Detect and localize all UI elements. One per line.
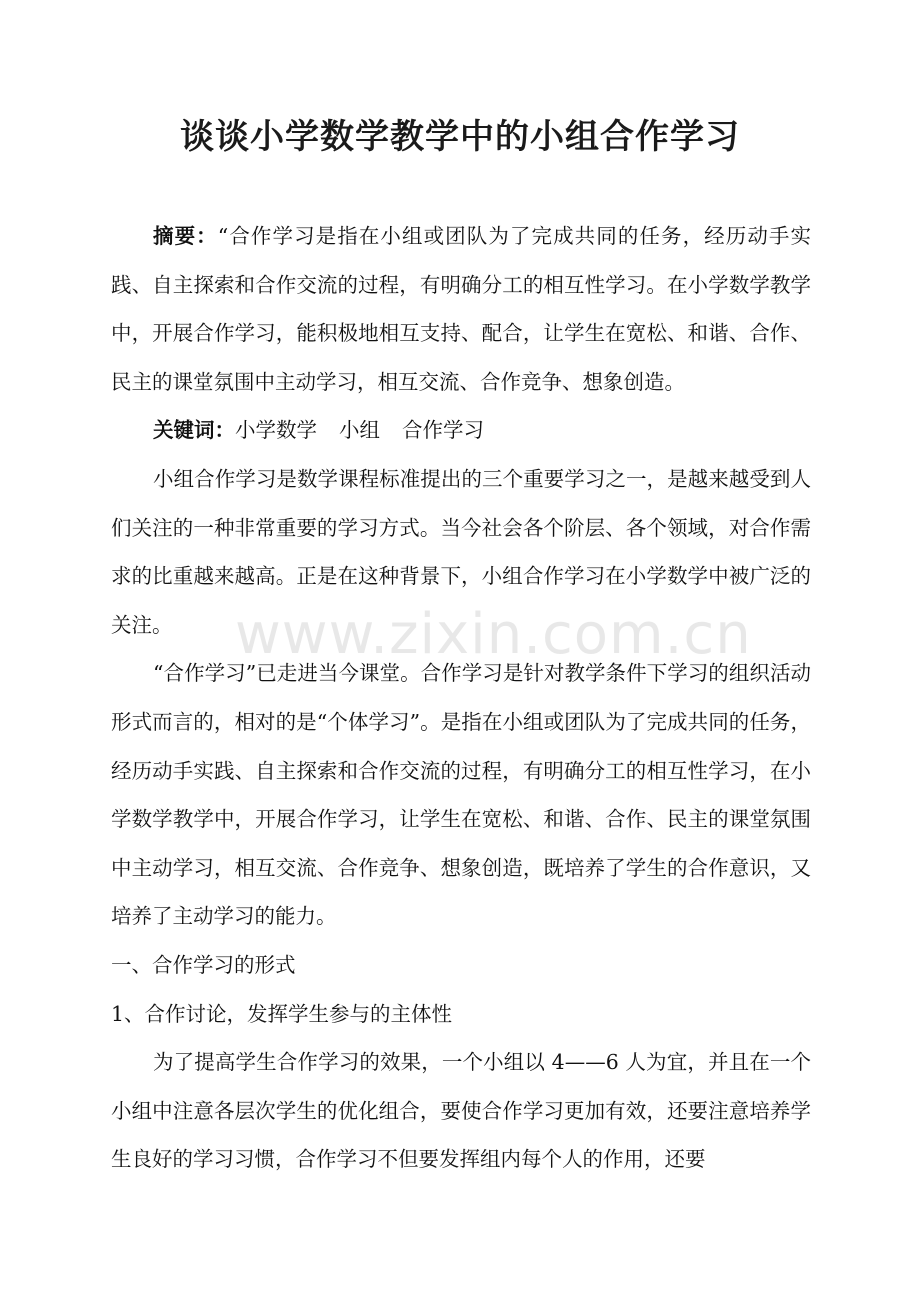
body-paragraph: 小组合作学习是数学课程标准提出的三个重要学习之一，是越来越受到人们关注的一种非常重要的学习方式。当今社会各个阶层、各个领域，对合作需求的比重越来越高。正是在这种背景下，小组合作学习在小学数学中被广泛的关注。 (111, 466, 811, 637)
abstract-text: “合作学习是指在小组或团队为了完成共同的任务，经历动手实践、自主探索和合作交流的过程，有明确分工的相互性学习。在小学数学教学中，开展合作学习，能积极地相互支持、配合，让学生在宽松、和谐、合作、民主的课堂氛围中主动学习，相互交流、合作竞争、想象创造。 (111, 224, 812, 394)
section-heading: 一、合作学习的形式 (111, 952, 296, 977)
document-title: 谈谈小学数学教学中的小组合作学习 (180, 117, 740, 157)
keyword-item: 小组 (339, 418, 380, 443)
subsection-heading: 1、合作讨论，发挥学生参与的主体性 (111, 1001, 453, 1026)
keyword-item: 小学数学 (235, 418, 317, 443)
body-paragraph: 为了提高学生合作学习的效果，一个小组以 4——6 人为宜，并且在一个小组中注意各层次学生的优化组合，要使合作学习更加有效，还要注意培养学生良好的学习习惯，合作学习不但要发挥组内每个人的作用，还要 (111, 1050, 811, 1172)
keywords-paragraph (111, 406, 811, 455)
abstract-paragraph (111, 212, 811, 406)
site-watermark: www.zixin.com.cn (235, 602, 752, 667)
keywords-label: 关键词： (153, 418, 235, 443)
body-paragraph: “合作学习”已走进当今课堂。合作学习是针对教学条件下学习的组织活动形式而言的，相对的是“个体学习”。是指在小组或团队为了完成共同的任务，经历动手实践、自主探索和合作交流的过程，有明确分工的相互性学习，在小学数学教学中，开展合作学习，让学生在宽松、和谐、合作、民主的课堂氛围中主动学习，相互交流、合作竞争、想象创造，既培养了学生的合作意识，又培养了主动学习的能力。 (111, 661, 811, 929)
keyword-item: 合作学习 (402, 418, 484, 443)
document-body (111, 212, 811, 1184)
abstract-label: 摘要： (153, 224, 218, 248)
